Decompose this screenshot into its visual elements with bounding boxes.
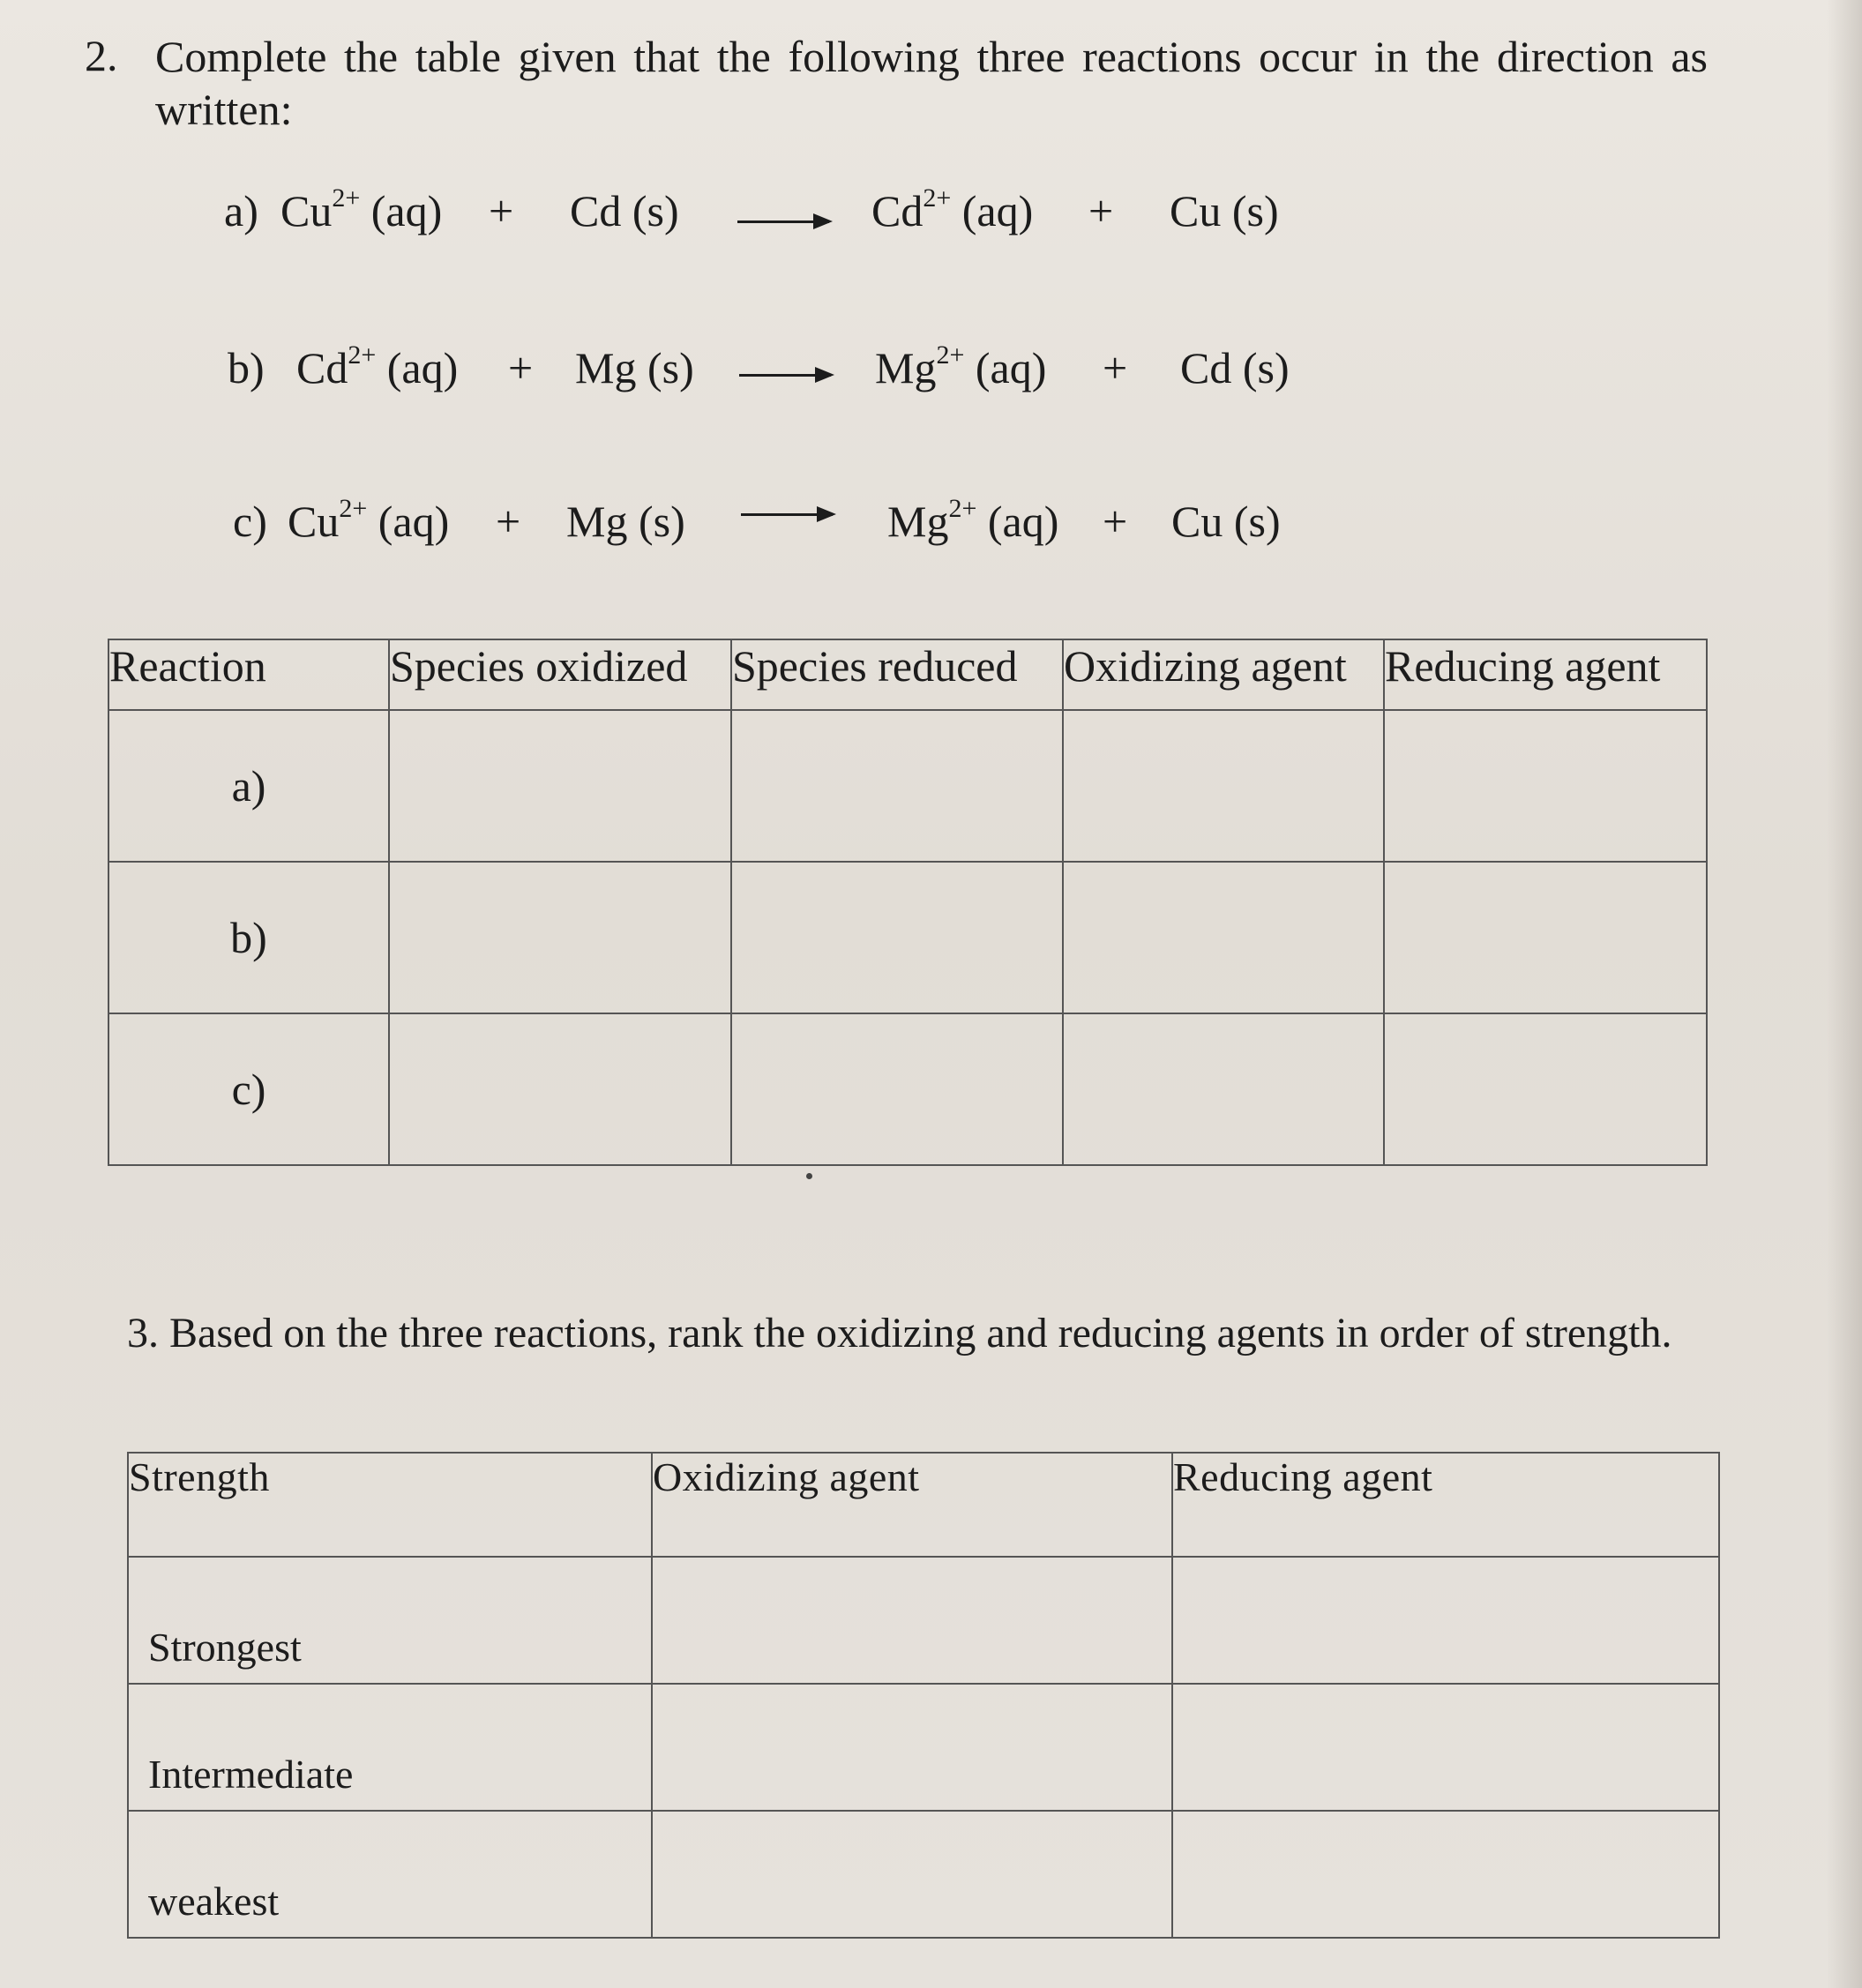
reducing-agent-cell[interactable] — [1384, 1013, 1707, 1165]
page-shadow — [1827, 0, 1862, 1988]
question-2-prompt: Complete the table given that the following three reactions occur in the direction as written: — [155, 32, 1708, 134]
product-metal: Cu (s) — [1171, 497, 1281, 546]
header-reaction: Reaction — [108, 639, 389, 710]
table-row — [128, 1557, 1719, 1684]
stray-mark — [806, 1173, 812, 1179]
product-ion: $Cd^{2+}$ (aq) — [871, 183, 1034, 235]
header-species-oxidized: Species oxidized — [389, 639, 731, 710]
reducing-agent-cell[interactable] — [1172, 1557, 1719, 1684]
reactant-ion: $Cu^{2+}$ (aq) — [288, 494, 450, 546]
oxidizing-agent-cell[interactable] — [1063, 1013, 1384, 1165]
reducing-agent-cell[interactable] — [1384, 710, 1707, 862]
reaction-arrow-icon — [741, 513, 833, 516]
reactant-ion: $Cu^{2+}$ (aq) — [280, 183, 443, 235]
question-3-prompt: 3. Based on the three reactions, rank the oxidizing and reducing agents in order of strength. — [127, 1310, 1672, 1356]
header-species-reduced: Species reduced — [731, 639, 1063, 710]
product-metal: Cd (s) — [1180, 343, 1290, 392]
header-oxidizing-agent: Oxidizing agent — [1063, 639, 1384, 710]
species-reduced-cell[interactable] — [731, 710, 1063, 862]
plus-sign: + — [496, 497, 521, 546]
species-reduced-cell[interactable] — [731, 1013, 1063, 1165]
ranking-table-header — [128, 1453, 1719, 1557]
reaction-label-cell: b) — [108, 862, 389, 1013]
table-row — [128, 1811, 1719, 1938]
redox-table — [108, 639, 1708, 1166]
reactant-ion: $Cd^{2+}$ (aq) — [296, 340, 459, 392]
header-oxidizing-agent: Oxidizing agent — [652, 1453, 1172, 1557]
reaction-label-cell: a) — [108, 710, 389, 862]
product-metal: Cu (s) — [1170, 186, 1279, 235]
plus-sign: + — [508, 343, 534, 392]
header-strength: Strength — [128, 1453, 652, 1557]
header-reducing-agent: Reducing agent — [1172, 1453, 1719, 1557]
strength-label-cell: Intermediate — [128, 1684, 652, 1811]
plus-sign: + — [1103, 343, 1128, 392]
reducing-agent-cell[interactable] — [1172, 1811, 1719, 1938]
table-row — [108, 862, 1707, 1013]
reaction-label-cell: c) — [108, 1013, 389, 1165]
plus-sign: + — [1088, 186, 1114, 235]
reducing-agent-cell[interactable] — [1172, 1684, 1719, 1811]
reaction-label: b) — [228, 343, 265, 392]
species-oxidized-cell[interactable] — [389, 1013, 731, 1165]
species-reduced-cell[interactable] — [731, 862, 1063, 1013]
reaction-a — [0, 185, 1862, 247]
reducing-agent-cell[interactable] — [1384, 862, 1707, 1013]
strength-label-cell: Strongest — [128, 1557, 652, 1684]
species-oxidized-cell[interactable] — [389, 862, 731, 1013]
plus-sign: + — [489, 186, 514, 235]
reactant-metal: Mg (s) — [575, 343, 694, 392]
reaction-arrow-icon — [737, 220, 829, 223]
table-row — [128, 1684, 1719, 1811]
header-reducing-agent: Reducing agent — [1384, 639, 1707, 710]
strength-ranking-table — [127, 1452, 1720, 1939]
product-ion: $Mg^{2+}$ (aq) — [887, 494, 1059, 546]
reactant-metal: Cd (s) — [570, 186, 679, 235]
reaction-label: c) — [233, 497, 267, 546]
redox-table-header — [108, 639, 1707, 710]
oxidizing-agent-cell[interactable] — [1063, 710, 1384, 862]
reaction-c — [0, 496, 1862, 557]
oxidizing-agent-cell[interactable] — [1063, 862, 1384, 1013]
oxidizing-agent-cell[interactable] — [652, 1811, 1172, 1938]
question-2-number: 2. — [85, 31, 118, 80]
species-oxidized-cell[interactable] — [389, 710, 731, 862]
reactant-metal: Mg (s) — [566, 497, 685, 546]
oxidizing-agent-cell[interactable] — [652, 1557, 1172, 1684]
oxidizing-agent-cell[interactable] — [652, 1684, 1172, 1811]
product-ion: $Mg^{2+}$ (aq) — [875, 340, 1047, 392]
strength-label-cell: weakest — [128, 1811, 652, 1938]
reaction-label: a) — [224, 186, 258, 235]
plus-sign: + — [1103, 497, 1128, 546]
table-row — [108, 710, 1707, 862]
reaction-arrow-icon — [739, 374, 831, 377]
reaction-b — [0, 342, 1862, 404]
table-row — [108, 1013, 1707, 1165]
